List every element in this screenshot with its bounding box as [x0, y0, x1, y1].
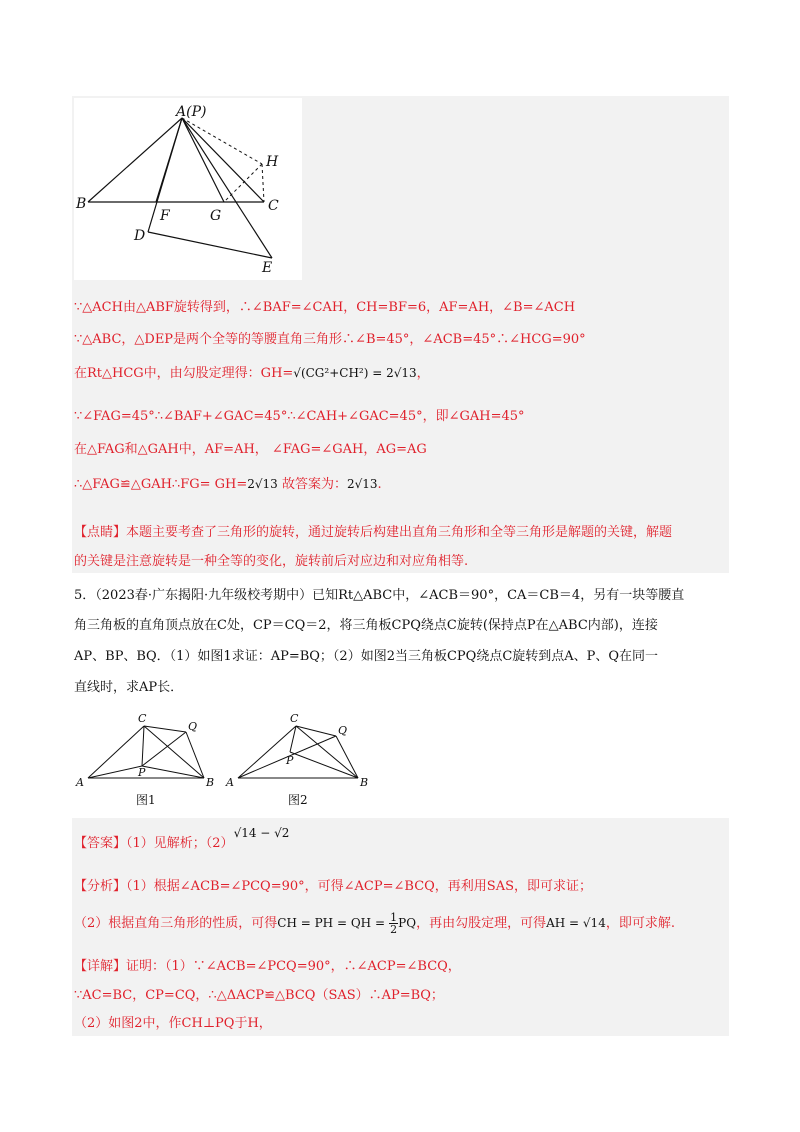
tip-text-1: 本题主要考查了三角形的旋转，通过旋转后构建出直角三角形和全等三角形是解题的关键，解题	[126, 525, 673, 540]
solution-line-6-mid: 故答案为：	[277, 477, 347, 492]
fig-2-label-P: P	[286, 754, 294, 767]
question-5-line-3: AP、BP、BQ．（1）如图1求证：AP=BQ；（2）如图2当三角板CPQ绕点C旋转到点A、P、Q在同一	[74, 649, 659, 664]
label-E: E	[262, 260, 273, 276]
detail-line-3: （2）如图2中，作CH⊥PQ于H，	[74, 1016, 272, 1031]
solution-line-6	[74, 475, 382, 494]
answer-formula: √14 − √2	[233, 826, 290, 840]
label-A: A(P)	[176, 104, 207, 120]
fig-2-label-Q: Q	[338, 724, 348, 737]
question-5-line-4: 直线时，求AP长．	[74, 680, 184, 695]
figure-1-caption: 图1	[136, 793, 156, 807]
label-F: F	[160, 208, 170, 224]
ah-formula: AH = √14	[546, 916, 606, 930]
answer-tag: 【答案】	[74, 836, 127, 851]
tip-line-1	[74, 524, 672, 542]
triangle-rotation-diagram	[74, 98, 302, 280]
question-5-line-1: 5．（2023春·广东揭阳·九年级校考期中）已知Rt△ABC中，∠ACB＝90°，CA＝CB＝4，另有一块等腰直	[74, 588, 685, 603]
fig-2-label-B: B	[360, 776, 369, 789]
analysis-text-2-mid: ，再由勾股定理，可得	[416, 916, 547, 931]
figure-2-caption: 图2	[288, 793, 308, 807]
label-G: G	[210, 208, 222, 224]
detail-text-1: 证明：（1）∵∠ACB=∠PCQ=90°，∴∠ACP=∠BCQ，	[126, 959, 461, 974]
gh-formula: √(CG²+CH²) = 2√13	[293, 366, 417, 380]
label-D: D	[134, 228, 146, 244]
tip-line-2: 的关键是注意旋转是一种全等的变化，旋转前后对应边和对应角相等.	[74, 554, 469, 569]
answer-line	[74, 826, 290, 853]
label-B: B	[76, 196, 87, 212]
label-C: C	[268, 198, 279, 214]
analysis-text-2-end: ，即可求解.	[605, 916, 675, 931]
solution-line-3-text: 在Rt△HCG中，由勾股定理得：GH=	[74, 366, 294, 381]
solution-line-3	[74, 364, 430, 383]
ch-formula: CH = PH = QH =	[277, 916, 386, 930]
solution-line-6-end: .	[377, 477, 382, 492]
solution-line-6-text: ∴△FAG≌△GAH∴FG= GH=	[74, 477, 248, 492]
pq-symbol: PQ	[398, 916, 417, 930]
fig-2-label-C: C	[290, 712, 299, 725]
analysis-text-2: （2）根据直角三角形的性质，可得	[74, 916, 278, 931]
analysis-line-1	[74, 878, 592, 896]
fig-1-label-Q: Q	[188, 720, 198, 733]
solution-line-1: ∵△ACH由△ABF旋转得到，∴∠BAF=∠CAH，CH=BF=6，AF=AH，∠B=∠ACH	[74, 300, 576, 315]
fig-1-label-C: C	[138, 712, 147, 725]
solution-line-5: 在△FAG和△GAH中，AF=AH， ∠FAG=∠GAH，AG=AG	[74, 442, 427, 457]
answer-value: 2√13	[346, 477, 378, 491]
solution-line-4: ∵∠FAG=45°∴∠BAF+∠GAC=45°∴∠CAH+∠GAC=45°，即∠GAH=45°	[74, 409, 525, 424]
analysis-line-2	[74, 912, 675, 935]
fig-1-label-A: A	[76, 776, 84, 789]
question-5-line-2: 角三角板的直角顶点放在C处，CP＝CQ＝2，将三角板CPQ绕点C旋转(保持点P在△ABC内部)，连接	[74, 618, 658, 633]
detail-tag: 【详解】	[74, 959, 127, 974]
tip-tag: 【点睛】	[74, 525, 127, 540]
analysis-tag: 【分析】	[74, 879, 127, 894]
fraction-denominator: 2	[390, 923, 398, 936]
question-5-diagrams	[74, 710, 394, 810]
geometry-figure-1	[74, 98, 302, 280]
detail-line-1	[74, 958, 461, 976]
answer-text: （1）见解析；（2）	[126, 836, 234, 851]
fig-1-label-B: B	[206, 776, 215, 789]
analysis-text-1: （1）根据∠ACB=∠PCQ=90°，可得∠ACP=∠BCQ，再利用SAS，即可求证；	[126, 879, 592, 894]
solution-line-3-end: ，	[416, 366, 430, 381]
gh-value: 2√13	[247, 477, 278, 491]
question-5-figures	[74, 710, 394, 810]
fig-2-label-A: A	[226, 776, 234, 789]
fig-1-label-P: P	[138, 766, 146, 779]
fraction-numerator: 1	[390, 911, 398, 924]
solution-line-2: ∵△ABC，△DEP是两个全等的等腰直角三角形∴∠B=45°，∠ACB=45°∴∠HCG=90°	[74, 332, 586, 347]
one-half-fraction	[389, 912, 398, 935]
label-H: H	[266, 154, 279, 170]
detail-line-2: ∵AC=BC，CP=CQ，∴△ΔACP≌△BCQ（SAS）∴AP=BQ；	[74, 988, 444, 1003]
